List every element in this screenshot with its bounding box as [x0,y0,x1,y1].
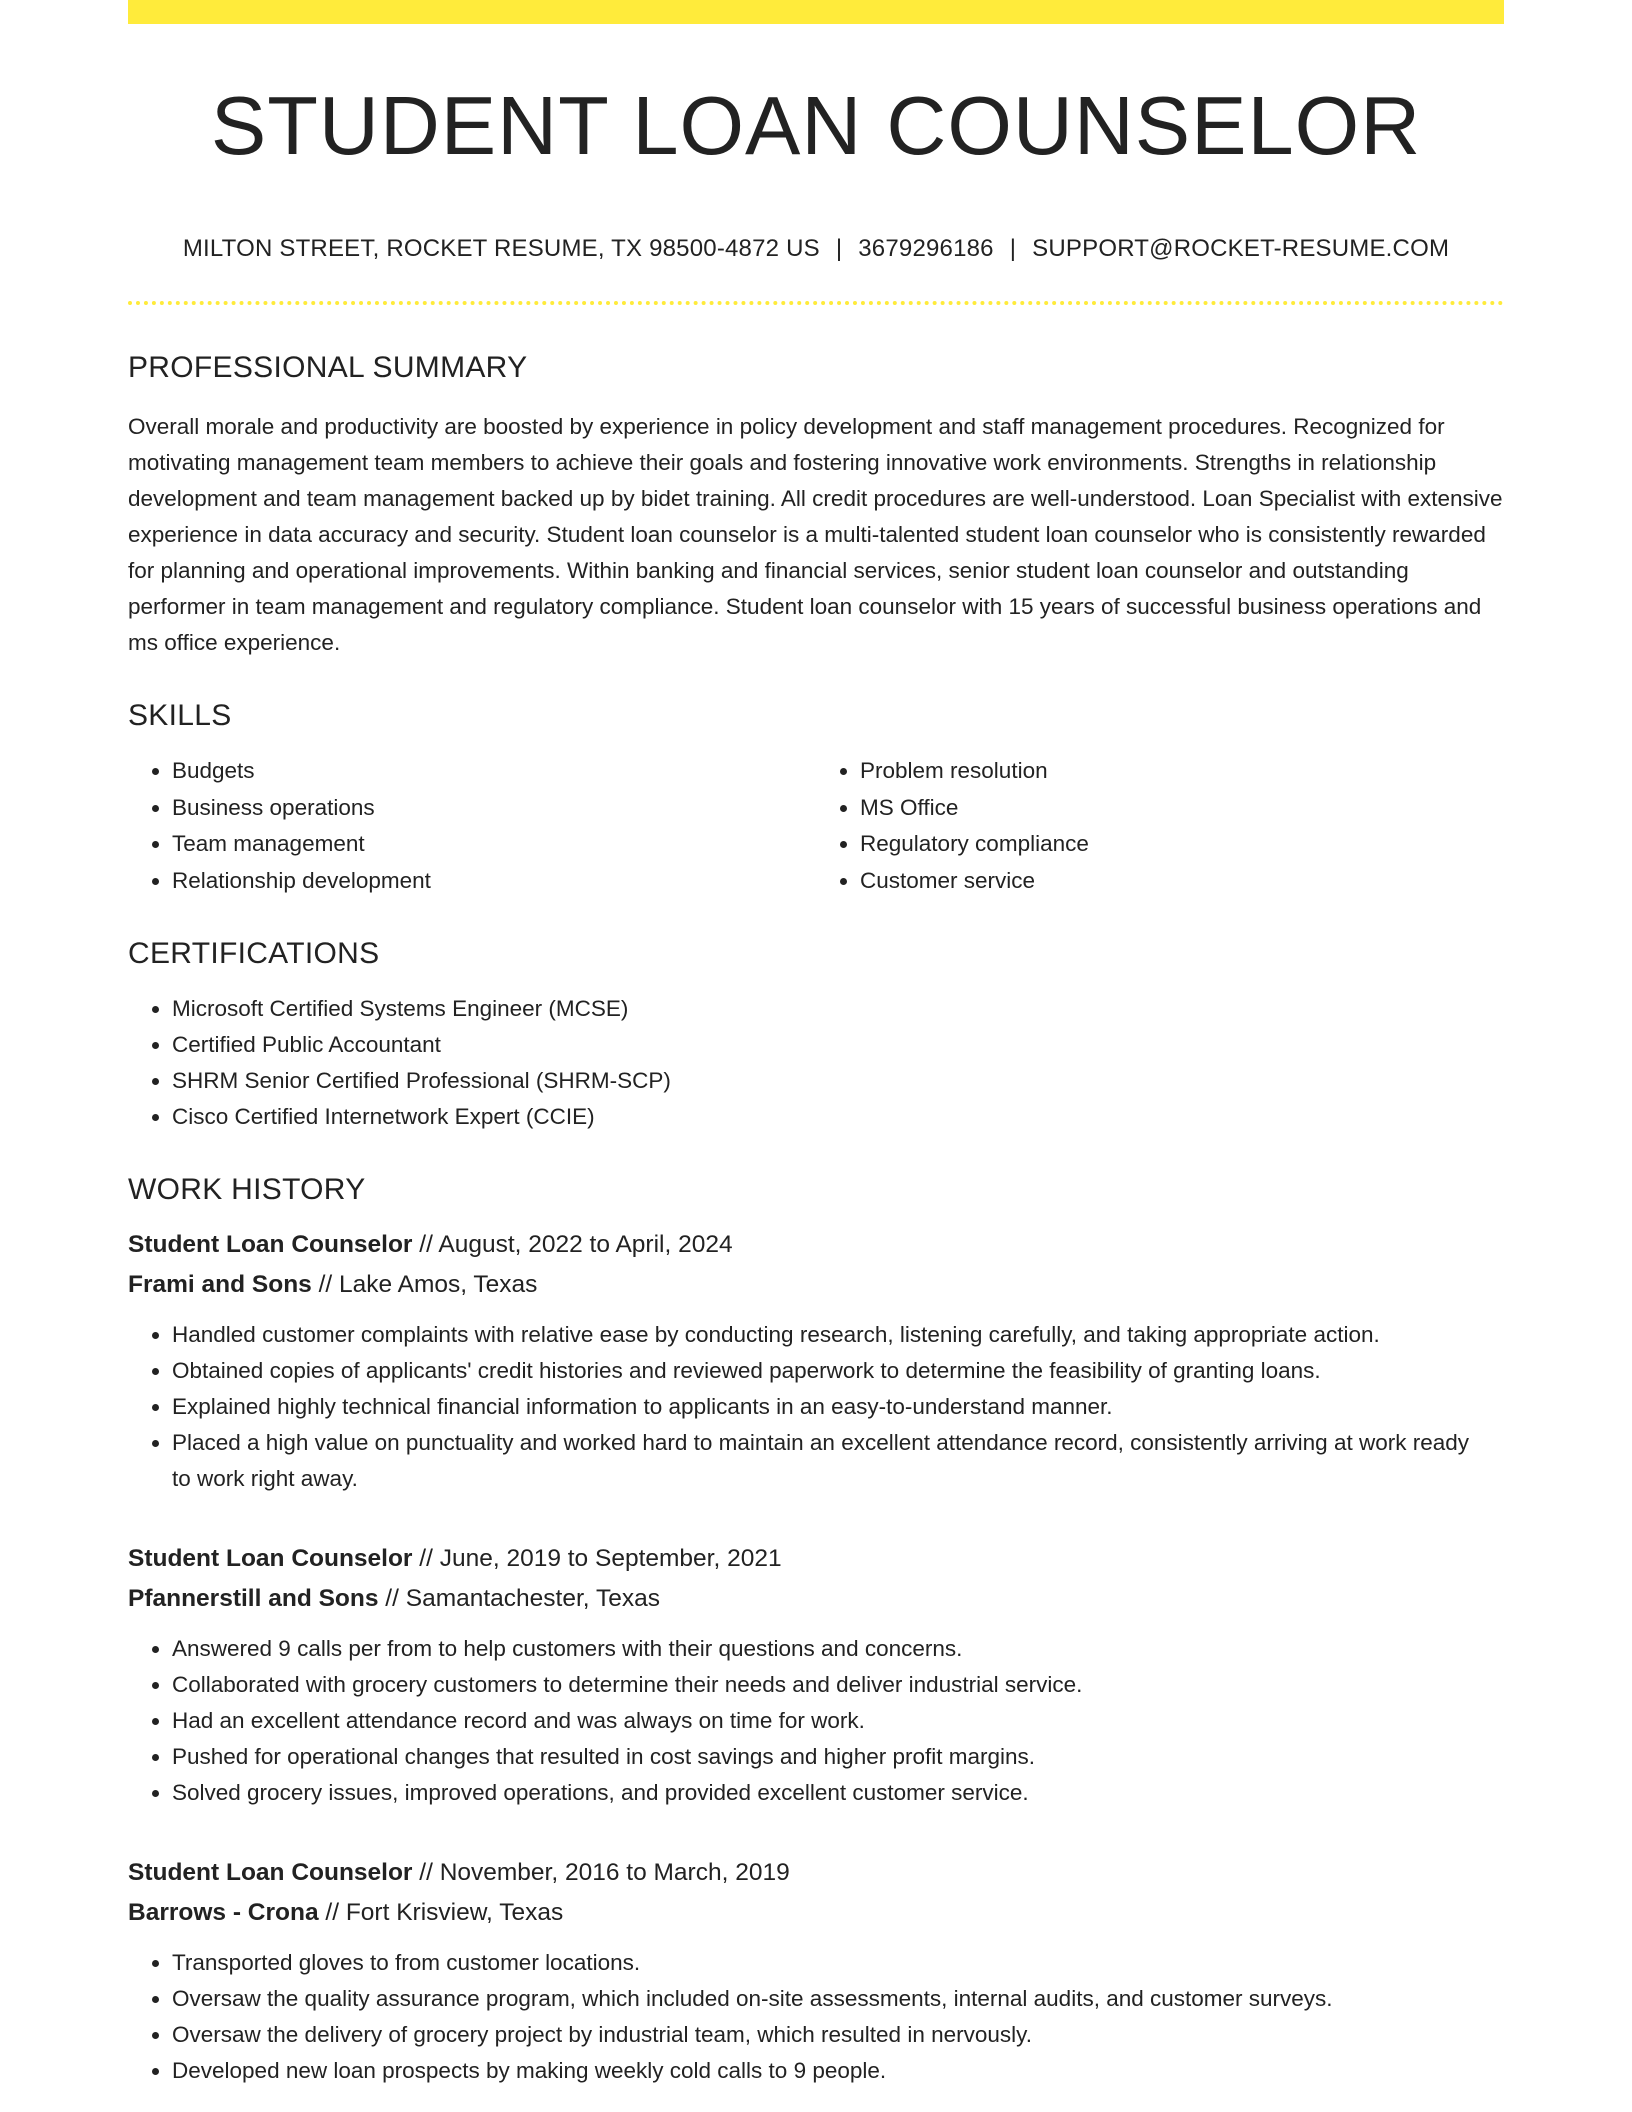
skill-item: • Relationship development [172,863,816,900]
skills-columns [128,753,1504,899]
job-company: Pfannerstill and Sons [128,1585,379,1612]
job-bullet: • Explained highly technical financial information to applicants in an easy-to-understand manner. [172,1389,1504,1425]
skills-left-column [128,753,816,899]
skill-item: • MS Office [860,790,1504,827]
summary-text: Overall morale and productivity are boosted by experience in policy development and staff management procedures. Recognized for motivating management team members to achieve their goals and fostering innovative work environments. Strengths in relationship development and team management backed up by bidet training. All credit procedures are well-understood. Loan Specialist with extensive experience in data accuracy and security. Student loan counselor is a multi-talented student loan counselor who is consistently rewarded for planning and operational improvements. Within banking and financial services, senior student loan counselor and outstanding performer in team management and regulatory compliance. Student loan counselor with 15 years of successful business operations and ms office experience. [128,414,1503,655]
certification-item: • Cisco Certified Internetwork Expert (CCIE) [172,1099,1504,1135]
job-bullet: • Developed new loan prospects by making weekly cold calls to 9 people. [172,2053,1504,2089]
contact-address: MILTON STREET, ROCKET RESUME, TX 98500-4872 US [182,235,820,262]
resume-page [128,0,1504,2089]
contact-separator: | [835,235,843,262]
job-role: Student Loan Counselor [128,1545,413,1572]
certification-item: • Certified Public Accountant [172,1027,1504,1063]
job-bullets [128,1631,1504,1811]
job-separator: // [412,1545,440,1572]
contact-email: SUPPORT@ROCKET-RESUME.COM [1032,235,1450,262]
skill-item: • Customer service [860,863,1504,900]
contact-separator: | [1009,235,1017,262]
job-role: Student Loan Counselor [128,1859,413,1886]
section-title-skills: SKILLS [128,699,232,732]
skill-item: • Team management [172,826,816,863]
certification-item: • SHRM Senior Certified Professional (SHRM-SCP) [172,1063,1504,1099]
job-bullet: • Solved grocery issues, improved operations, and provided excellent customer service. [172,1775,1504,1811]
job-bullet: • Answered 9 calls per from to help customers with their questions and concerns. [172,1631,1504,1667]
job-bullet: • Pushed for operational changes that resulted in cost savings and higher profit margins. [172,1739,1504,1775]
job-bullet: • Handled customer complaints with relative ease by conducting research, listening carefully, and taking appropriate action. [172,1317,1504,1353]
job-company-line [128,1579,1504,1619]
dotted-divider [128,301,1504,305]
job-bullet: • Oversaw the delivery of grocery project by industrial team, which resulted in nervously. [172,2017,1504,2053]
certifications-list [128,991,1504,1135]
job-location: Fort Krisview, Texas [345,1899,564,1926]
job-bullet: • Collaborated with grocery customers to determine their needs and deliver industrial service. [172,1667,1504,1703]
job-separator: // [412,1859,440,1886]
job-title-line [128,1539,1504,1579]
job-title-line [128,1853,1504,1893]
skill-item: • Budgets [172,753,816,790]
section-title-certifications: CERTIFICATIONS [128,937,380,970]
job-bullet: • Transported gloves to from customer locations. [172,1945,1504,1981]
job-bullet: • Had an excellent attendance record and was always on time for work. [172,1703,1504,1739]
job-company-line [128,1893,1504,1933]
job-title-line [128,1225,1504,1265]
job-bullet: • Oversaw the quality assurance program, which included on-site assessments, internal audits, and customer surveys. [172,1981,1504,2017]
job-company: Barrows - Crona [128,1899,319,1926]
certification-item: • Microsoft Certified Systems Engineer (MCSE) [172,991,1504,1027]
job-separator: // [412,1231,439,1258]
job-bullets [128,1945,1504,2089]
section-title-work-history: WORK HISTORY [128,1173,366,1206]
job-dates: August, 2022 to April, 2024 [438,1231,733,1258]
skill-item: • Business operations [172,790,816,827]
job-bullet: • Obtained copies of applicants' credit histories and reviewed paperwork to determine the feasibility of granting loans. [172,1353,1504,1389]
job-separator: // [318,1899,346,1926]
skill-item: • Problem resolution [860,753,1504,790]
job-location: Lake Amos, Texas [339,1271,538,1298]
job-bullet: • Placed a high value on punctuality and worked hard to maintain an excellent attendance record, consistently arriving at work ready to work right away. [172,1425,1504,1497]
resume-name: STUDENT LOAN COUNSELOR [210,79,1422,172]
job-location: Samantachester, Texas [405,1585,660,1612]
job-role: Student Loan Counselor [128,1231,413,1258]
contact-line [128,237,1504,261]
contact-phone: 3679296186 [858,235,994,262]
job-separator: // [311,1271,340,1298]
skill-item: • Regulatory compliance [860,826,1504,863]
section-title-summary: PROFESSIONAL SUMMARY [128,351,528,384]
top-accent-bar [128,0,1504,24]
job-dates: November, 2016 to March, 2019 [439,1859,790,1886]
skills-right-column [816,753,1504,899]
job-company-line [128,1265,1504,1305]
job-dates: June, 2019 to September, 2021 [439,1545,782,1572]
job-bullets [128,1317,1504,1497]
job-separator: // [378,1585,406,1612]
job-company: Frami and Sons [128,1271,312,1298]
